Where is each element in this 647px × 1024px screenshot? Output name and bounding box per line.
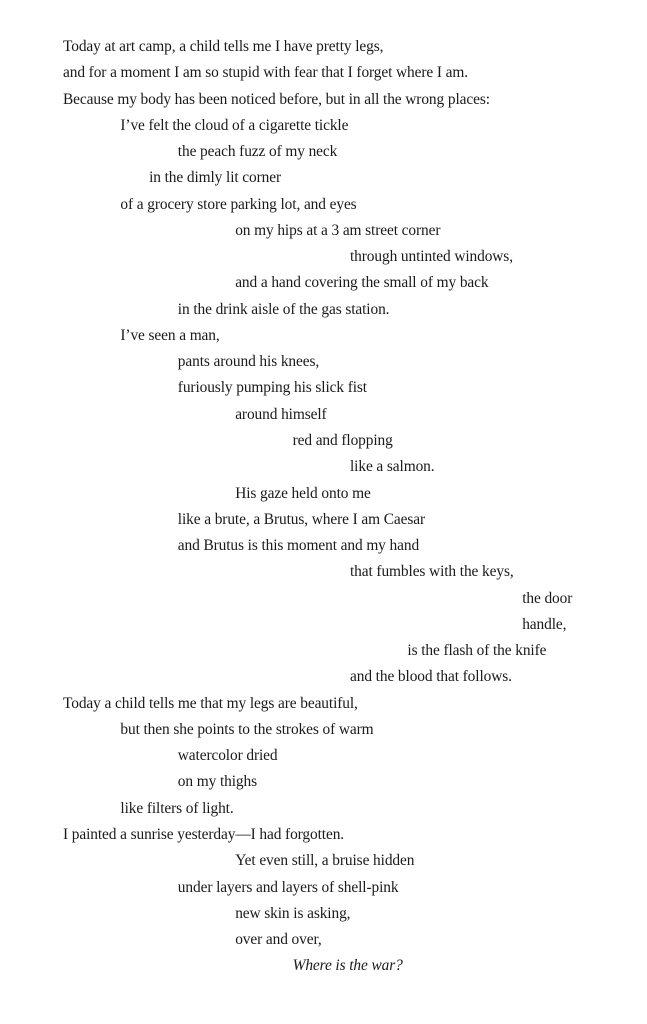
poem-line: handle, — [522, 615, 567, 633]
poem-line: pants around his knees, — [177, 353, 320, 371]
poem-line: I painted a sunrise yesterday—I had forgotten. — [63, 825, 345, 843]
poem-line: and Brutus is this moment and my hand — [177, 537, 420, 555]
poem-line: I’ve felt the cloud of a cigarette tickle — [120, 116, 349, 134]
poem-line: Today a child tells me that my legs are beautiful, — [63, 694, 358, 712]
poem-line: around himself — [235, 405, 327, 423]
poem-line: Today at art camp, a child tells me I have pretty legs, — [63, 38, 384, 55]
poem-line: but then she points to the strokes of warm — [120, 720, 374, 738]
poem-line: of a grocery store parking lot, and eyes — [120, 195, 357, 213]
poem-line: on my hips at a 3 am street corner — [235, 221, 441, 239]
poem-line: I’ve seen a man, — [120, 326, 220, 344]
poem — [0, 34, 647, 980]
poem-line: new skin is asking, — [235, 904, 351, 922]
poem-line: and the blood that follows. — [350, 668, 512, 686]
poem-line: under layers and layers of shell-pink — [177, 878, 399, 896]
poem-line: the peach fuzz of my neck — [177, 143, 338, 161]
poem-line: the door — [522, 589, 573, 607]
poem-line: in the dimly lit corner — [149, 169, 282, 187]
poem-line: furiously pumping his slick fist — [177, 379, 367, 397]
poem-line: over and over, — [235, 931, 322, 949]
poem-line: and a hand covering the small of my back — [235, 274, 489, 292]
poem-line: is the flash of the knife — [407, 642, 547, 660]
poem-line: Because my body has been noticed before, but in all the wrong places: — [63, 90, 490, 108]
poem-line: and for a moment I am so stupid with fear that I forget where I am. — [63, 64, 469, 82]
poem-line: like a brute, a Brutus, where I am Caesar — [177, 510, 425, 528]
poem-line: His gaze held onto me — [235, 484, 371, 502]
poem-line: on my thighs — [177, 773, 257, 791]
poem-line: that fumbles with the keys, — [350, 563, 514, 581]
poem-line: Yet even still, a bruise hidden — [235, 852, 415, 870]
poem-line: Where is the war? — [292, 957, 403, 975]
poem-line: through untinted windows, — [350, 248, 513, 266]
poem-line: like filters of light. — [120, 799, 234, 817]
poem-line: like a salmon. — [350, 458, 435, 476]
poem-line: in the drink aisle of the gas station. — [177, 300, 390, 318]
poem-line: red and flopping — [292, 431, 393, 449]
poem-line: watercolor dried — [177, 747, 278, 765]
